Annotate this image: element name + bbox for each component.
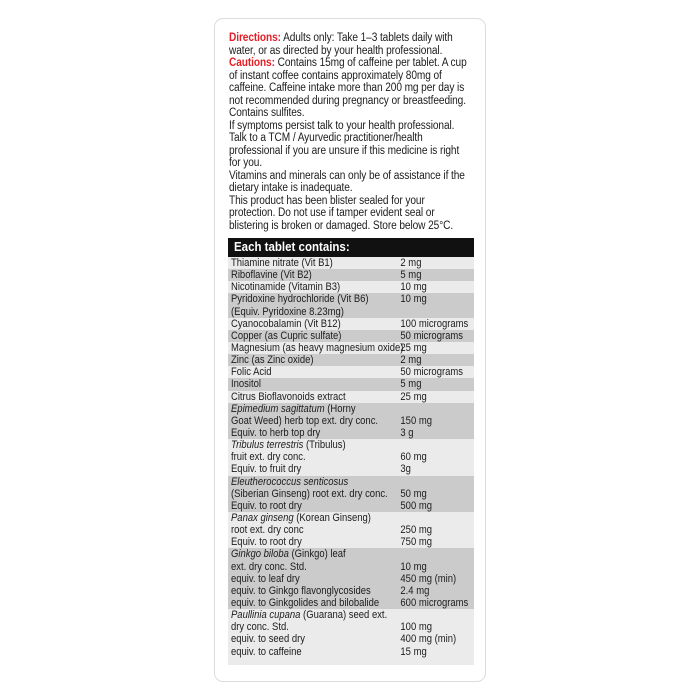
ingredient-amount: 400 mg (min)	[400, 633, 457, 646]
notice-text: If symptoms persist talk to your health professional.	[229, 119, 455, 132]
ingredients-table	[228, 238, 474, 665]
ingredient-line	[231, 536, 475, 548]
ingredient-name: Tribulus terrestris (Tribulus)	[231, 439, 346, 452]
ingredient-line	[231, 306, 475, 318]
ingredient-name: equiv. to Ginkgolides and bilobalide	[231, 596, 380, 609]
ingredient-line	[231, 330, 475, 342]
ingredient-amount: 2 mg	[400, 257, 422, 269]
ingredient-amount: 25 mg	[400, 341, 427, 354]
ingredient-amount: 450 mg (min)	[400, 572, 457, 585]
notices-block	[229, 32, 473, 232]
table-rows	[228, 257, 474, 665]
table-row	[228, 378, 474, 390]
ingredient-line	[231, 561, 475, 573]
ingredient-line	[231, 646, 475, 658]
ingredient-line	[231, 427, 475, 439]
ingredient-line	[231, 597, 475, 609]
ingredient-name: Folic Acid	[231, 366, 272, 379]
ingredient-name: Paullinia cupana (Guarana) seed ext.	[231, 609, 388, 622]
ingredient-line	[231, 403, 475, 415]
ingredient-name: Magnesium (as heavy magnesium oxide)	[231, 341, 404, 354]
ingredient-amount: 2.4 mg	[400, 584, 430, 597]
ingredient-amount: 3 g	[400, 426, 414, 439]
table-row	[228, 548, 474, 609]
ingredient-name: root ext. dry conc	[231, 524, 304, 537]
notice-paragraph	[229, 120, 473, 133]
table-row	[228, 330, 474, 342]
ingredient-amount: 50 mg	[400, 487, 427, 500]
ingredient-name: dry conc. Std.	[231, 621, 289, 634]
ingredient-amount: 60 mg	[400, 451, 427, 464]
ingredient-amount: 10 mg	[400, 560, 427, 573]
notice-paragraph	[229, 170, 473, 195]
ingredient-name: Equiv. to root dry	[231, 536, 302, 549]
table-row	[228, 366, 474, 378]
ingredient-name: Ginkgo biloba (Ginkgo) leaf	[231, 548, 346, 561]
notice-text: Vitamins and minerals can only be of assistance if the dietary intake is inadequate.	[229, 169, 465, 194]
ingredient-line	[231, 476, 475, 488]
ingredient-line	[231, 293, 475, 305]
ingredient-name: equiv. to caffeine	[231, 645, 302, 658]
ingredient-amount: 25 mg	[400, 390, 427, 403]
ingredient-name: Riboflavine (Vit B2)	[231, 269, 312, 282]
table-row	[228, 281, 474, 293]
ingredient-amount: 10 mg	[400, 281, 427, 294]
ingredient-line	[231, 573, 475, 585]
notice-label: Directions:	[229, 32, 281, 44]
table-row	[228, 403, 474, 439]
ingredient-line	[231, 463, 475, 475]
ingredient-name: Thiamine nitrate (Vit B1)	[231, 257, 333, 269]
ingredient-amount: 2 mg	[400, 354, 422, 367]
ingredient-name: Cyanocobalamin (Vit B12)	[231, 317, 341, 330]
ingredient-amount: 50 micrograms	[400, 366, 463, 379]
table-row	[228, 439, 474, 475]
ingredient-amount: 250 mg	[400, 524, 432, 537]
ingredient-name: (Equiv. Pyridoxine 8.23mg)	[231, 305, 344, 318]
ingredient-line	[231, 366, 475, 378]
table-row	[228, 342, 474, 354]
ingredient-amount: 5 mg	[400, 378, 422, 391]
ingredient-amount: 3g	[400, 463, 411, 476]
ingredient-line	[231, 269, 475, 281]
ingredient-line	[231, 281, 475, 293]
ingredient-line	[231, 524, 475, 536]
ingredient-line	[231, 318, 475, 330]
ingredient-amount: 100 mg	[400, 621, 432, 634]
notice-label: Cautions:	[229, 57, 275, 69]
ingredient-name: Citrus Bioflavonoids extract	[231, 390, 346, 403]
ingredient-amount: 500 mg	[400, 499, 432, 512]
ingredient-name: (Siberian Ginseng) root ext. dry conc.	[231, 487, 388, 500]
ingredient-line	[231, 585, 475, 597]
ingredient-name: Zinc (as Zinc oxide)	[231, 354, 314, 367]
ingredient-name: Epimedium sagittatum (Horny	[231, 402, 356, 415]
notice-text: This product has been blister sealed for your protection. Do not use if tamper evident seal or blistering is broken or damaged. Store below 25°C.	[229, 194, 454, 232]
table-row	[228, 269, 474, 281]
ingredient-line	[231, 621, 475, 633]
ingredient-amount: 15 mg	[400, 645, 427, 658]
table-header	[228, 238, 474, 257]
notice-paragraph	[229, 195, 473, 233]
ingredient-amount: 50 micrograms	[400, 329, 463, 342]
ingredient-line	[231, 391, 475, 403]
ingredient-name: Equiv. to root dry	[231, 499, 302, 512]
table-row	[228, 318, 474, 330]
table-header-text: Each tablet contains:	[234, 240, 350, 254]
table-row	[228, 391, 474, 403]
table-row	[228, 354, 474, 366]
ingredient-name: Panax ginseng (Korean Ginseng)	[231, 511, 371, 524]
ingredient-amount: 5 mg	[400, 269, 422, 282]
ingredient-name: equiv. to Ginkgo flavonglycosides	[231, 584, 371, 597]
notice-text: Adults only: Take 1–3 tablets daily with water, or as directed by your health professional.	[229, 32, 453, 57]
table-row	[228, 512, 474, 548]
ingredient-name: Equiv. to fruit dry	[231, 463, 302, 476]
ingredient-line	[231, 378, 475, 390]
ingredient-line	[231, 633, 475, 645]
notice-paragraph	[229, 132, 473, 170]
table-row	[228, 476, 474, 512]
ingredient-line	[231, 488, 475, 500]
product-label-card	[214, 18, 486, 682]
ingredient-name: Goat Weed) herb top ext. dry conc.	[231, 414, 379, 427]
ingredient-amount: 150 mg	[400, 414, 432, 427]
notice-paragraph	[229, 57, 473, 120]
ingredient-amount: 750 mg	[400, 536, 432, 549]
ingredient-line	[231, 439, 475, 451]
ingredient-name: Inositol	[231, 378, 261, 391]
ingredient-name: Copper (as Cupric sulfate)	[231, 329, 342, 342]
ingredient-name: fruit ext. dry conc.	[231, 451, 306, 464]
ingredient-name: equiv. to seed dry	[231, 633, 305, 646]
ingredient-name: Nicotinamide (Vitamin B3)	[231, 281, 341, 294]
notice-paragraph	[229, 32, 473, 57]
ingredient-line	[231, 257, 475, 269]
table-row	[228, 609, 474, 658]
ingredient-line	[231, 354, 475, 366]
ingredient-line	[231, 548, 475, 560]
ingredient-line	[231, 342, 475, 354]
ingredient-line	[231, 609, 475, 621]
ingredient-line	[231, 500, 475, 512]
notice-text: Contains 15mg of caffeine per tablet. A cup of instant coffee contains approximately 80mg of caffeine. Caffeine intake more than 200 mg per day is not recommended during pregnancy or breastfeeding. Contains sulfites.	[229, 57, 467, 119]
ingredient-name: Pyridoxine hydrochloride (Vit B6)	[231, 293, 369, 306]
ingredient-amount: 10 mg	[400, 293, 427, 306]
table-row	[228, 293, 474, 317]
notice-text: Talk to a TCM / Ayurvedic practitioner/health professional if you are unsure if this medicine is right for you.	[229, 132, 460, 169]
table-row	[228, 257, 474, 269]
ingredient-line	[231, 512, 475, 524]
ingredient-amount: 100 micrograms	[400, 317, 469, 330]
ingredient-line	[231, 451, 475, 463]
ingredient-amount: 600 micrograms	[400, 596, 469, 609]
ingredient-line	[231, 415, 475, 427]
ingredient-name: ext. dry conc. Std.	[231, 560, 307, 573]
ingredient-name: Eleutherococcus senticosus	[231, 475, 349, 488]
ingredient-name: Equiv. to herb top dry	[231, 426, 321, 439]
ingredient-name: equiv. to leaf dry	[231, 572, 300, 585]
